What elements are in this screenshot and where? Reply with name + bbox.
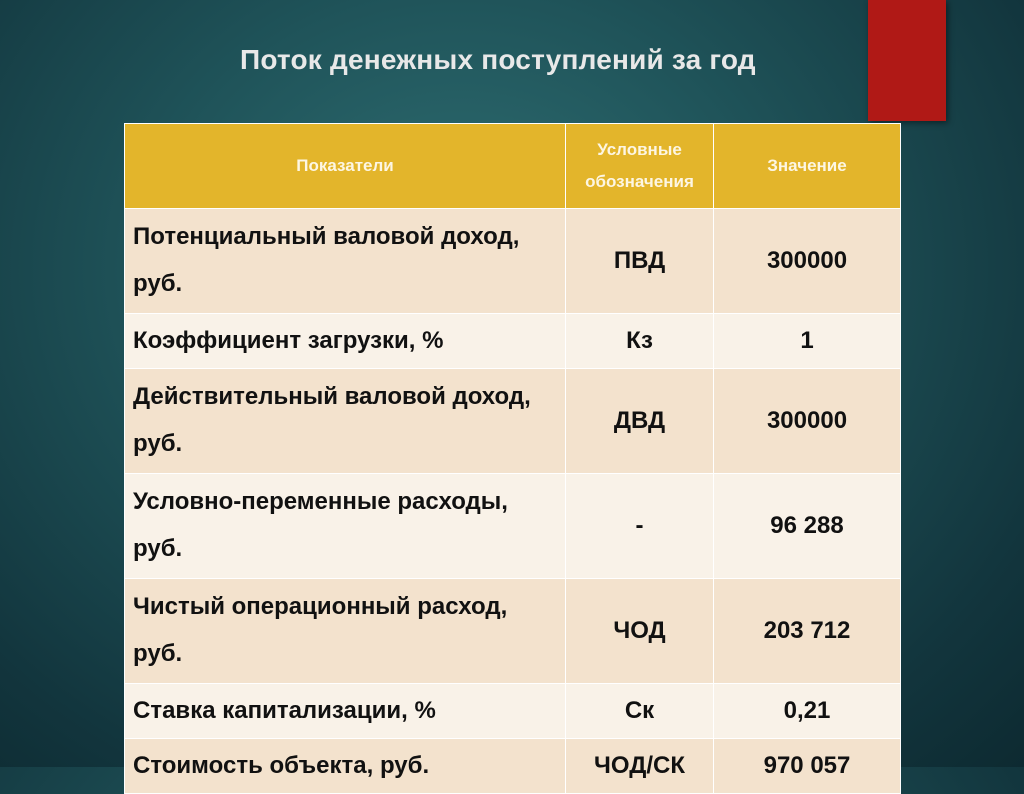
row-symbol: ЧОД xyxy=(566,579,714,684)
row-symbol: ДВД xyxy=(566,369,714,474)
slide-title: Поток денежных поступлений за год xyxy=(240,44,756,75)
row-symbol: - xyxy=(566,474,714,579)
table-row xyxy=(125,684,901,739)
row-symbol: ЧОД/СК xyxy=(566,739,714,794)
table-row xyxy=(125,474,901,579)
table-header-row xyxy=(125,124,901,209)
row-label: Стоимость объекта, руб. xyxy=(125,739,566,794)
row-value: 300000 xyxy=(714,369,901,474)
header-symbols: Условные обозначения xyxy=(566,124,714,209)
header-value: Значение xyxy=(714,124,901,209)
row-label: Потенциальный валовой доход, руб. xyxy=(125,209,566,314)
row-value: 0,21 xyxy=(714,684,901,739)
row-label: Условно-переменные расходы, руб. xyxy=(125,474,566,579)
row-label: Коэффициент загрузки, % xyxy=(125,314,566,369)
row-symbol: Кз xyxy=(566,314,714,369)
table-row xyxy=(125,314,901,369)
row-label: Действительный валовой доход, руб. xyxy=(125,369,566,474)
accent-tab xyxy=(868,0,946,121)
row-symbol: Ск xyxy=(566,684,714,739)
header-indicators: Показатели xyxy=(125,124,566,209)
row-symbol: ПВД xyxy=(566,209,714,314)
row-value: 1 xyxy=(714,314,901,369)
row-value: 96 288 xyxy=(714,474,901,579)
cash-flow-table xyxy=(124,123,901,794)
table-row xyxy=(125,739,901,794)
table-row xyxy=(125,369,901,474)
table-row xyxy=(125,209,901,314)
row-label: Чистый операционный расход, руб. xyxy=(125,579,566,684)
table-row xyxy=(125,579,901,684)
row-value: 300000 xyxy=(714,209,901,314)
row-value: 970 057 xyxy=(714,739,901,794)
row-label: Ставка капитализации, % xyxy=(125,684,566,739)
row-value: 203 712 xyxy=(714,579,901,684)
